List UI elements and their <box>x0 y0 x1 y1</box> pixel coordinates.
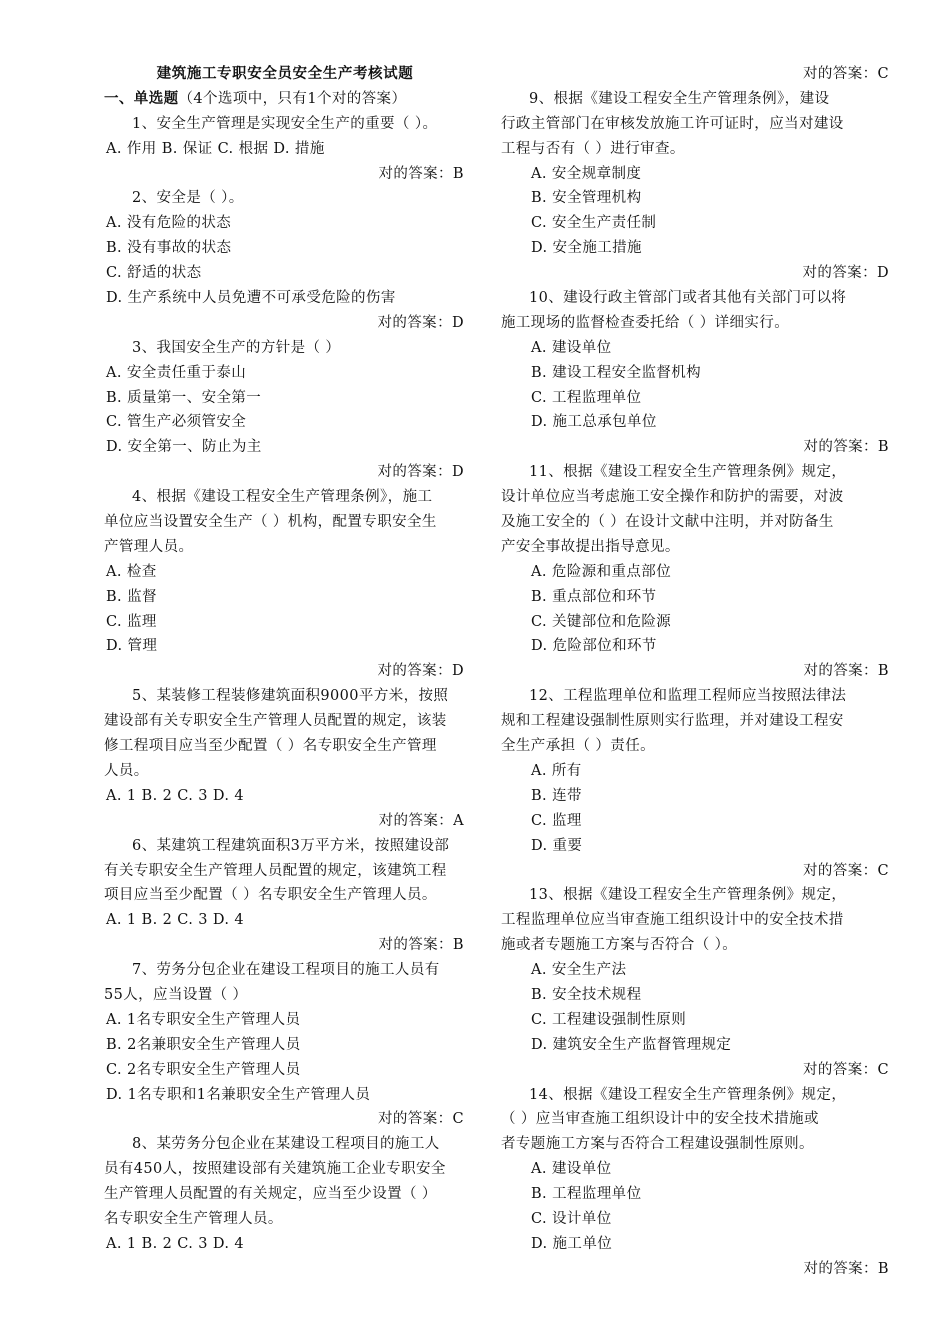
option-line: A. 安全生产法 <box>531 962 627 979</box>
option-line: C. 监理 <box>106 613 157 630</box>
question-continuation-line: 修工程项目应当至少配置（ ）名专职安全生产管理 <box>104 738 437 755</box>
question-continuation-line: （ ）应当审查施工组织设计中的安全技术措施或 <box>501 1111 819 1128</box>
answer-line: 对的答案：C <box>803 1061 889 1078</box>
option-line: C. 舒适的状态 <box>106 265 202 282</box>
document-title: 建筑施工专职安全员安全生产考核试题 <box>156 65 414 82</box>
option-line: C. 2名专职安全生产管理人员 <box>106 1061 301 1078</box>
answer-line: 对的答案：C <box>803 66 889 82</box>
option-line: D. 重要 <box>531 837 583 854</box>
answer-line: 对的答案：B <box>803 1260 889 1277</box>
question-continuation-line: 产安全事故提出指导意见。 <box>501 538 680 555</box>
option-line: B. 安全技术规程 <box>531 986 642 1003</box>
option-line: C. 安全生产责任制 <box>531 215 657 232</box>
answer-line: 对的答案：D <box>802 265 889 282</box>
question-line: 11、根据《建设工程安全生产管理条例》规定， <box>529 464 847 481</box>
question-continuation-line: 名专职安全生产管理人员。 <box>104 1210 283 1227</box>
question-continuation-line: 施或者专题施工方案与否符合（ ）。 <box>501 937 738 954</box>
question-continuation-line: 项目应当至少配置（ ）名专职安全生产管理人员。 <box>104 887 437 904</box>
option-line: B. 安全管理机构 <box>531 190 642 207</box>
option-line: D. 危险部位和环节 <box>531 638 657 655</box>
option-line: C. 监理 <box>531 812 582 829</box>
question-line: 9、根据《建设工程安全生产管理条例》，建设 <box>529 90 830 107</box>
option-line: D. 安全施工措施 <box>531 240 642 257</box>
option-line: A. 建设单位 <box>531 339 612 356</box>
option-line: A. 检查 <box>106 563 157 580</box>
option-line: D. 安全第一、防止为主 <box>106 439 262 456</box>
question-line: 7、劳务分包企业在建设工程项目的施工人员有 <box>132 962 440 979</box>
answer-line: 对的答案：B <box>803 439 889 456</box>
question-continuation-line: 生产管理人员配置的有关规定，应当至少设置（ ） <box>104 1186 437 1203</box>
question-line: 3、我国安全生产的方针是（ ） <box>132 339 341 356</box>
option-line: A. 作用 B. 保证 C. 根据 D. 措施 <box>106 140 325 157</box>
question-line: 2、安全是（ ）。 <box>132 190 244 207</box>
answer-line: 对的答案：C <box>378 1111 464 1128</box>
option-line: B. 工程监理单位 <box>531 1186 642 1203</box>
section-label: 一、单选题 <box>104 89 179 107</box>
question-continuation-line: 建设部有关专职安全生产管理人员配置的规定，该装 <box>104 713 447 730</box>
question-continuation-line: 员有450人，按照建设部有关建筑施工企业专职安全 <box>104 1161 446 1178</box>
question-continuation-line: 人员。 <box>104 762 149 779</box>
option-line: D. 生产系统中人员免遭不可承受危险的伤害 <box>106 290 396 307</box>
answer-line: 对的答案：B <box>378 937 464 954</box>
section-note: （4个选项中，只有1个对的答案） <box>178 90 407 107</box>
option-line: A. 没有危险的状态 <box>106 215 232 232</box>
option-line: A. 1 B. 2 C. 3 D. 4 <box>106 912 245 929</box>
question-continuation-line: 及施工安全的（ ）在设计文献中注明，并对防备生 <box>501 514 834 531</box>
question-line: 10、建设行政主管部门或者其他有关部门可以将 <box>529 290 847 307</box>
option-line: B. 监督 <box>106 588 157 605</box>
question-continuation-line: 者专题施工方案与否符合工程建设强制性原则。 <box>501 1136 814 1153</box>
section-heading <box>104 87 466 112</box>
option-line: A. 安全责任重于泰山 <box>106 364 247 381</box>
question-line: 6、某建筑工程建筑面积3万平方米，按照建设部 <box>132 837 450 854</box>
option-line: C. 工程监理单位 <box>531 389 642 406</box>
option-line: A. 危险源和重点部位 <box>531 563 672 580</box>
question-line: 5、某装修工程装修建筑面积9000平方米，按照 <box>132 688 449 705</box>
answer-line: 对的答案：B <box>378 165 464 182</box>
option-line: D. 管理 <box>106 638 158 655</box>
option-line: A. 1名专职安全生产管理人员 <box>106 1011 301 1028</box>
question-continuation-line: 施工现场的监督检查委托给（ ）详细实行。 <box>501 314 790 331</box>
option-line: D. 建筑安全生产监督管理规定 <box>531 1036 732 1053</box>
answer-line: 对的答案：B <box>803 663 889 680</box>
option-line: C. 关键部位和危险源 <box>531 613 672 630</box>
question-line: 8、某劳务分包企业在某建设工程项目的施工人 <box>132 1136 440 1153</box>
answer-line: 对的答案：C <box>803 862 889 879</box>
question-continuation-line: 行政主管部门在审核发放施工许可证时，应当对建设 <box>501 115 844 132</box>
answer-line: 对的答案：D <box>377 663 464 680</box>
question-continuation-line: 产管理人员。 <box>104 538 194 555</box>
option-line: B. 没有事故的状态 <box>106 240 232 257</box>
answer-line: 对的答案：D <box>377 314 464 331</box>
option-line: C. 管生产必须管安全 <box>106 414 247 431</box>
option-line: B. 质量第一、安全第一 <box>106 389 262 406</box>
option-line: D. 施工总承包单位 <box>531 414 657 431</box>
option-line: A. 1 B. 2 C. 3 D. 4 <box>106 787 245 804</box>
question-continuation-line: 工程监理单位应当审查施工组织设计中的安全技术措 <box>501 912 844 929</box>
option-line: B. 建设工程安全监督机构 <box>531 364 702 381</box>
option-line: B. 连带 <box>531 787 582 804</box>
question-continuation-line: 55人，应当设置（ ） <box>104 986 248 1003</box>
option-line: C. 工程建设强制性原则 <box>531 1011 687 1028</box>
option-line: B. 重点部位和环节 <box>531 588 657 605</box>
option-line: A. 安全规章制度 <box>531 165 642 182</box>
left-column <box>104 62 466 1257</box>
option-line: C. 设计单位 <box>531 1210 612 1227</box>
question-continuation-line: 全生产承担（ ）责任。 <box>501 738 656 755</box>
answer-line: 对的答案：A <box>378 812 464 829</box>
question-continuation-line: 有关专职安全生产管理人员配置的规定，该建筑工程 <box>104 862 447 879</box>
option-line: A. 建设单位 <box>531 1161 612 1178</box>
option-line: B. 2名兼职安全生产管理人员 <box>106 1036 301 1053</box>
option-line: A. 1 B. 2 C. 3 D. 4 <box>106 1235 245 1252</box>
question-line: 1、安全生产管理是实现安全生产的重要（ ）。 <box>132 115 438 132</box>
option-line: D. 1名专职和1名兼职安全生产管理人员 <box>106 1086 371 1103</box>
question-continuation-line: 工程与否有（ ）进行审查。 <box>501 140 685 157</box>
question-continuation-line: 规和工程建设强制性原则实行监理，并对建设工程安 <box>501 713 844 730</box>
option-line: D. 施工单位 <box>531 1235 613 1252</box>
option-line: A. 所有 <box>531 762 582 779</box>
question-line: 14、根据《建设工程安全生产管理条例》规定， <box>529 1086 847 1103</box>
question-line: 4、根据《建设工程安全生产管理条例》，施工 <box>132 489 433 506</box>
question-continuation-line: 单位应当设置安全生产（ ）机构，配置专职安全生 <box>104 514 437 531</box>
answer-line: 对的答案：D <box>377 464 464 481</box>
question-continuation-line: 设计单位应当考虑施工安全操作和防护的需要，对波 <box>501 489 844 506</box>
question-line: 13、根据《建设工程安全生产管理条例》规定， <box>529 887 847 904</box>
right-column <box>501 62 891 1282</box>
question-line: 12、工程监理单位和监理工程师应当按照法律法 <box>529 688 847 705</box>
